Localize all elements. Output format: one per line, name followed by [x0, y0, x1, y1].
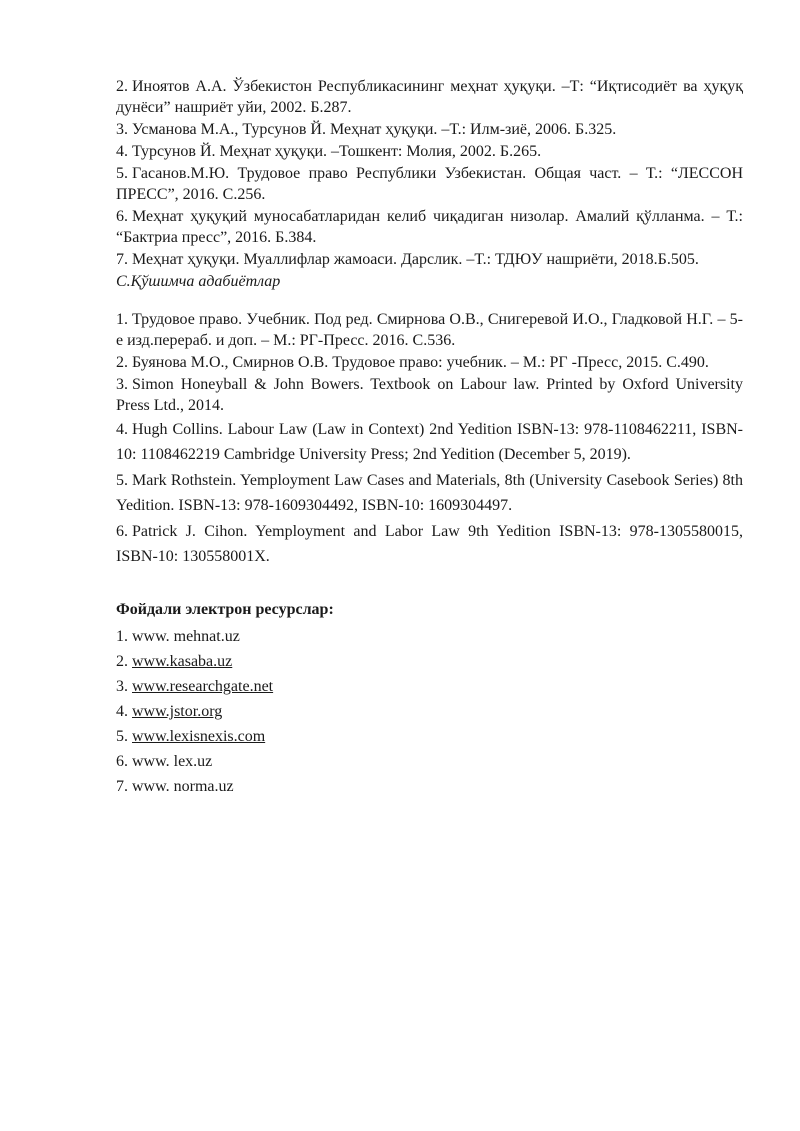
- reference-item: 4. Турсунов Й. Меҳнат ҳуқуқи. –Тошкент: Молия, 2002. Б.265.: [116, 143, 542, 160]
- reference-item: 6. Меҳнат ҳуқуқий муносабатларидан келиб чиқадиган низолар. Амалий қўлланма. – Т.: “Бактриа пресс”, 2016. Б.384.: [116, 208, 743, 246]
- reference-item: 6. Patrick J. Cihon. Yemployment and Labor Law 9th Yedition ISBN-13: 978-1305580015, ISBN-10: 130558001X.: [116, 523, 743, 565]
- resource-text: www. lex.uz: [132, 753, 213, 770]
- reference-item: 4. Hugh Collins. Labour Law (Law in Context) 2nd Yedition ISBN-13: 978-1108462211, ISBN-10: 1108462219 Cambridge University Press; 2nd Yedition (December 5, 2019).: [116, 421, 743, 463]
- additional-literature-heading: С.Қўшимча адабиётлар: [116, 273, 281, 290]
- resource-text: www. mehnat.uz: [132, 628, 240, 645]
- reference-item: 3. Усманова М.А., Турсунов Й. Меҳнат ҳуқуқи. –Т.: Илм-зиё, 2006. Б.325.: [116, 121, 617, 138]
- resource-link[interactable]: www.lexisnexis.com: [132, 728, 266, 745]
- resource-item: 1. www. mehnat.uz: [116, 628, 240, 645]
- reference-item: 3. Simon Honeyball & John Bowers. Textbook on Labour law. Printed by Oxford University Press Ltd., 2014.: [116, 376, 743, 414]
- resource-item: 7. www. norma.uz: [116, 778, 234, 795]
- reference-item: 2. Буянова М.О., Смирнов О.В. Трудовое право: учебник. – М.: РГ -Пресс, 2015. С.490.: [116, 354, 709, 371]
- electronic-resources-list: [116, 624, 743, 799]
- reference-item: 2. Иноятов А.А. Ўзбекистон Республикасининг меҳнат ҳуқуқи. –Т: “Иқтисодиёт ва ҳуқуқ дунёси” нашриёт уйи, 2002. Б.287.: [116, 78, 743, 116]
- resource-item: 4. www.jstor.org: [116, 703, 223, 720]
- resource-link[interactable]: www.kasaba.uz: [132, 653, 233, 670]
- resource-text: www. norma.uz: [132, 778, 234, 795]
- references-content: [116, 76, 743, 799]
- main-references-list: [116, 76, 743, 270]
- resource-item: 5. www.lexisnexis.com: [116, 728, 266, 745]
- electronic-resources-heading: Фойдали электрон ресурслар:: [116, 601, 334, 618]
- resource-item: 6. www. lex.uz: [116, 753, 213, 770]
- resource-link[interactable]: www.jstor.org: [132, 703, 223, 720]
- resource-item: 3. www.researchgate.net: [116, 678, 274, 695]
- reference-item: 1. Трудовое право. Учебник. Под ред. Смирнова О.В., Снигеревой И.О., Гладковой Н.Г. – 5-е изд.перераб. и доп. – М.: РГ-Пресс. 2016. С.536.: [116, 311, 743, 349]
- reference-item: 5. Гасанов.М.Ю. Трудовое право Республики Узбекистан. Общая част. – Т.: “ЛЕССОН ПРЕСС”, 2016. С.256.: [116, 165, 743, 203]
- resource-item: 2. www.kasaba.uz: [116, 653, 233, 670]
- reference-item: 7. Меҳнат ҳуқуқи. Муаллифлар жамоаси. Дарслик. –Т.: ТДЮУ нашриёти, 2018.Б.505.: [116, 251, 699, 268]
- additional-references-list: [116, 309, 743, 569]
- reference-item: 5. Mark Rothstein. Yemployment Law Cases and Materials, 8th (University Casebook Series) 8th Yedition. ISBN-13: 978-1609304492, ISBN-10: 1609304497.: [116, 472, 743, 514]
- resource-link[interactable]: www.researchgate.net: [132, 678, 274, 695]
